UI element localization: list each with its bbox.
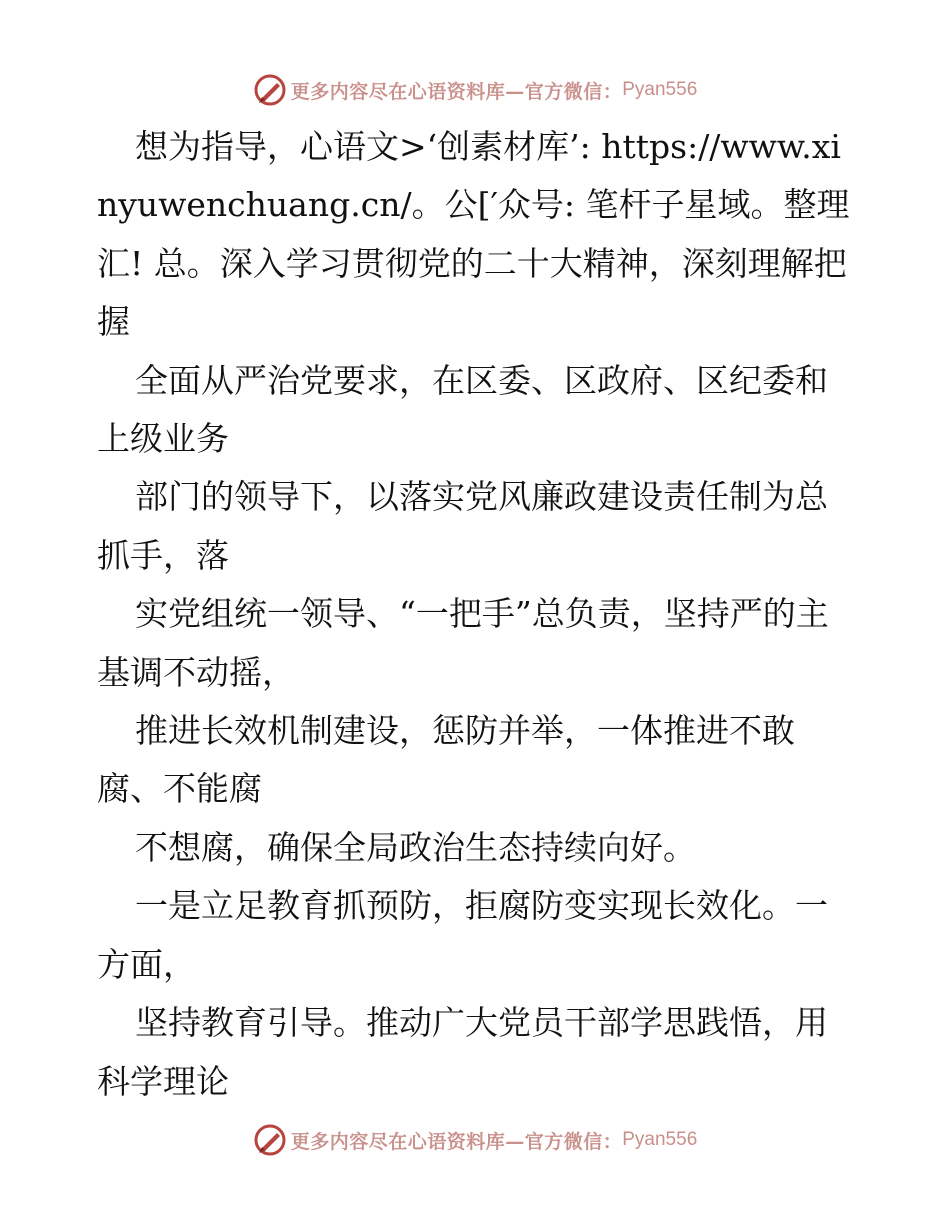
banner-wechat-id: Pyan556: [622, 79, 698, 100]
paragraph: 推进长效机制建设，惩防并举，一体推进不敢腐、不能腐: [97, 711, 795, 809]
pen-logo-icon: [253, 1123, 287, 1157]
footer-watermark-banner: [0, 1120, 950, 1160]
paragraph: 一是立足教育抓预防，拒腐防变实现长效化。一方面，: [97, 886, 828, 984]
banner-wechat-id: Pyan556: [622, 1129, 698, 1150]
paragraph: 不想腐，确保全局政治生态持续向好。: [135, 827, 696, 867]
paragraph: 想为指导，心语文>‘创素材库’: https://www.xinyuwenchuang.cn/。公[′众号: 笔杆子星域。整理汇! 总。深入学习贯彻党的二十大精神，深刻理解把握: [97, 127, 850, 342]
paragraph: 坚持教育引导。推动广大党员干部学思践悟，用科学理论: [97, 1003, 828, 1101]
document-body: [97, 118, 857, 1111]
paragraph: 部门的领导下，以落实党风廉政建设责任制为总抓手，落: [97, 477, 828, 575]
paragraph: 实党组统一领导、“一把手”总负责，坚持严的主基调不动摇，: [97, 594, 829, 692]
banner-text: 更多内容尽在心语资料库—官方微信：: [290, 80, 623, 103]
paragraph: 全面从严治党要求，在区委、区政府、区纪委和上级业务: [97, 360, 828, 459]
header-watermark-banner: [0, 70, 950, 110]
pen-logo-icon: [253, 73, 287, 107]
banner-text: 更多内容尽在心语资料库—官方微信：: [290, 1130, 623, 1153]
